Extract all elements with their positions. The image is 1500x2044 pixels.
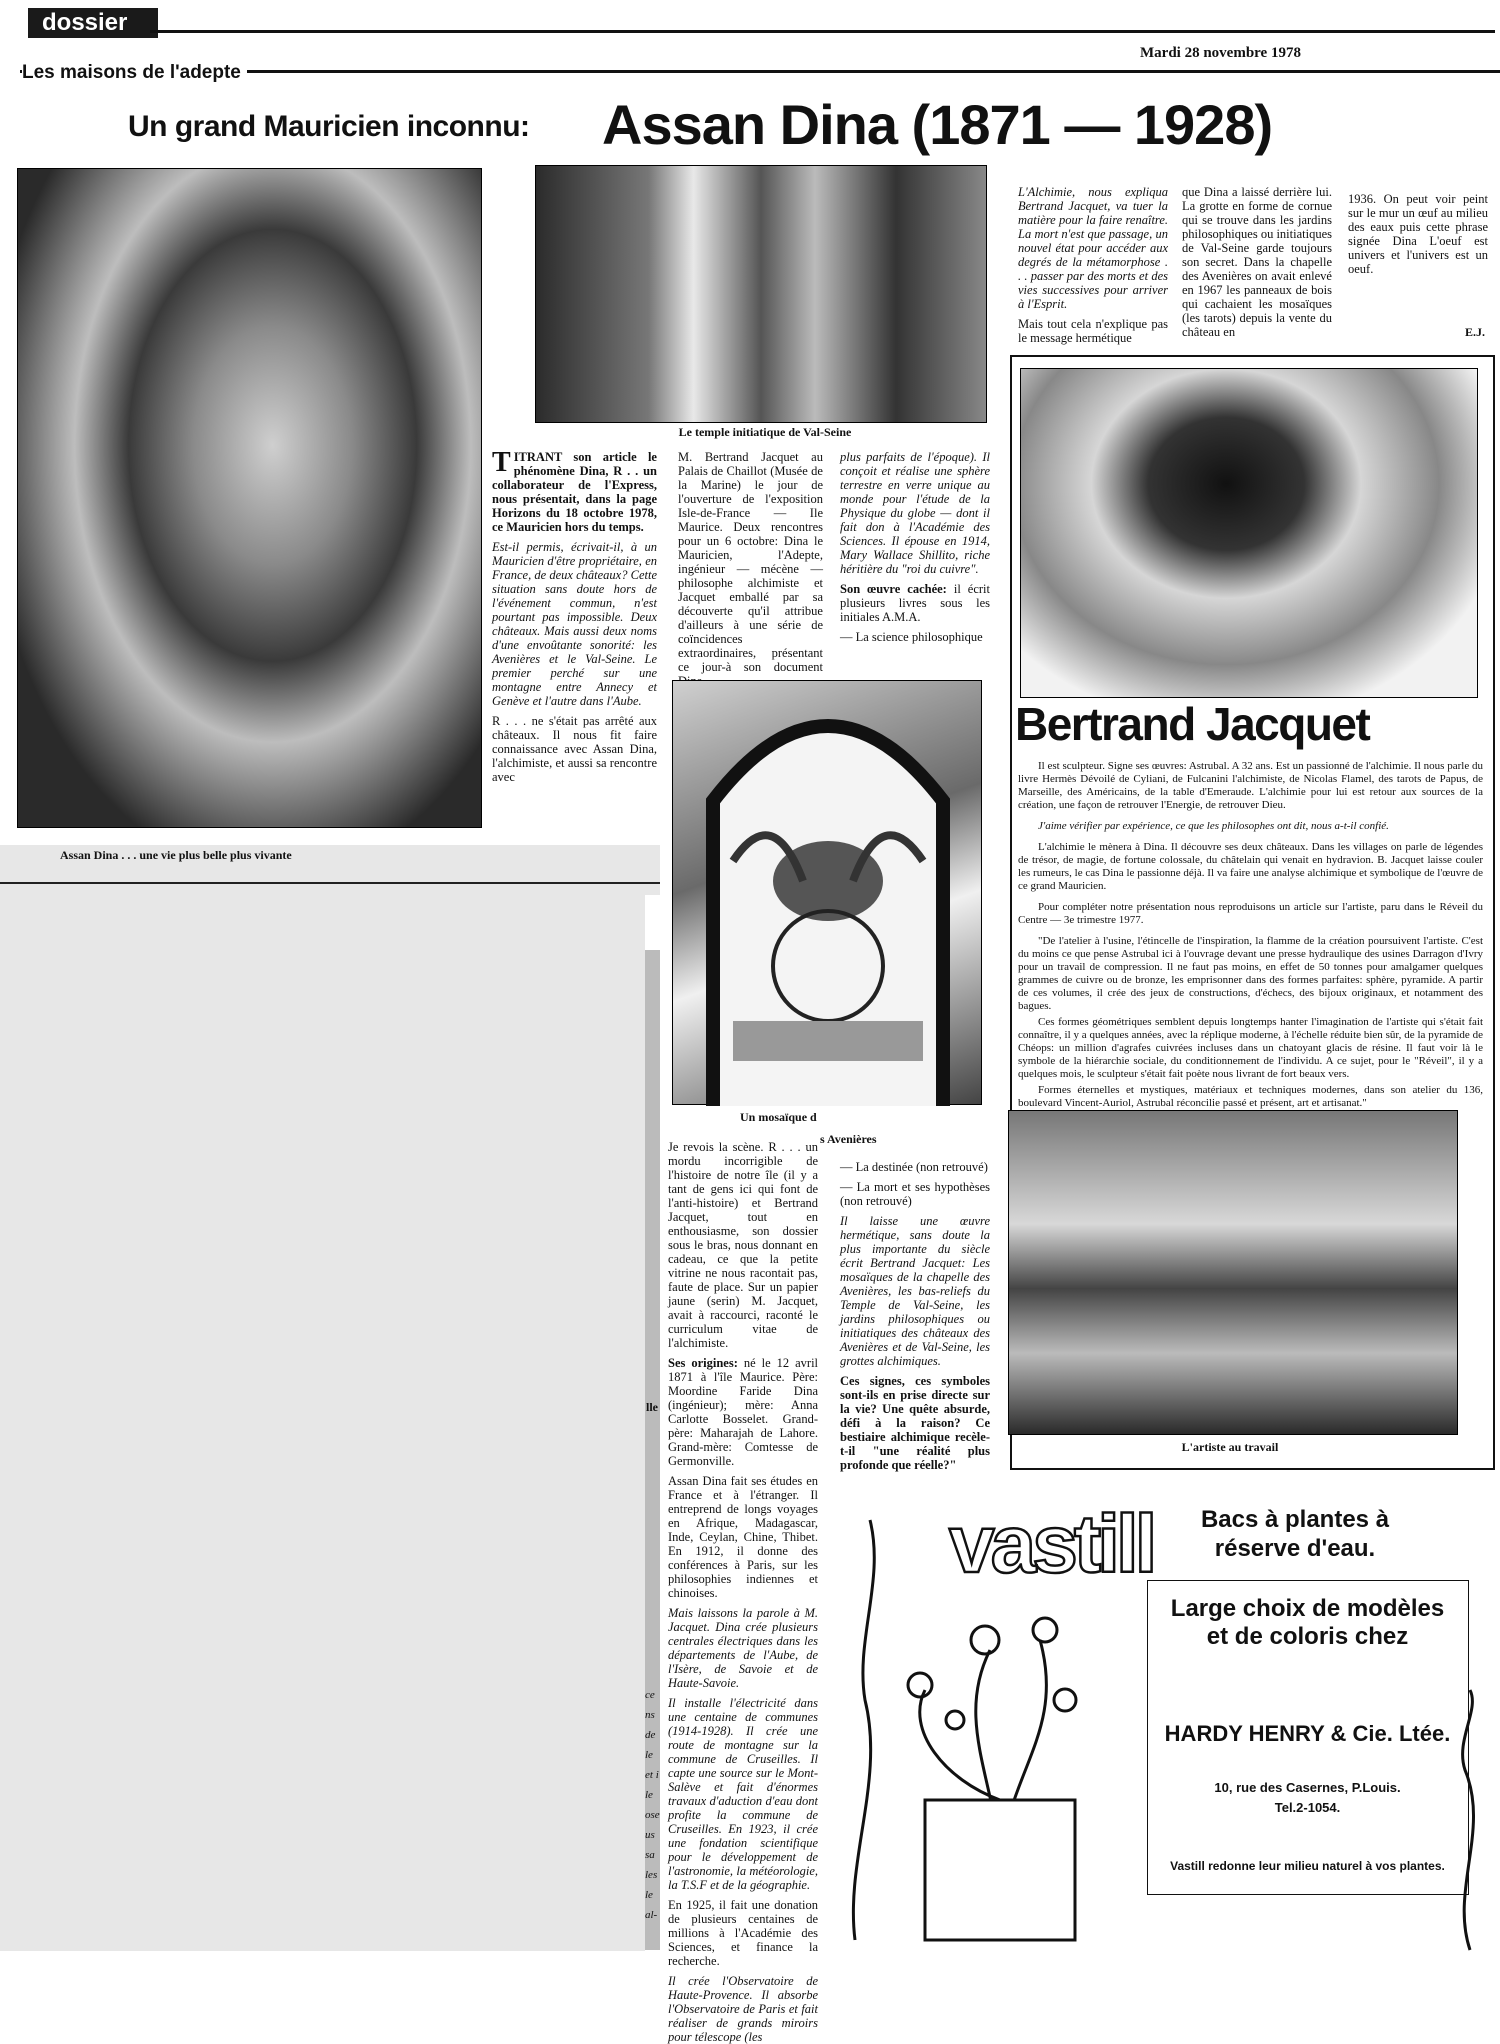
jacquet-p1: Il est sculpteur. Signe ses œuvres: Astrubal. A 32 ans. Est un passionné de l'alchimie. Il nous parle du livre Hermès Dévoilé de Cyliani, de Fulcanini l'alchimiste, de Nicolas Flamel, des tarots de Papus, de Marseille, des Américains, de la table d'Emeraude. L'alchimie pour lui est retour aux sources de la création, une façon de retrouver l'Energie, de retrouver Dieu. xyxy=(1018,760,1483,811)
ad-brand-text: vastill xyxy=(949,1499,1154,1590)
lower-right-4: Ces signes, ces symboles sont-ils en prise directe sur la vie? Une quête absurde, défi à la raison? Ce bestiaire alchimique recèle-t-il "une réalité plus profonde que réelle?" xyxy=(840,1374,990,1472)
article-col-c xyxy=(840,450,990,665)
jacquet-p4: Pour compléter notre présentation nous reproduisons un article sur l'artiste, paru dans le Réveil du Centre — 3e trimestre 1977. xyxy=(1018,901,1483,926)
origins-head: Ses origines: xyxy=(668,1356,738,1370)
temple-caption: Le temple initiatique de Val-Seine xyxy=(678,425,852,439)
signature: E.J. xyxy=(1465,325,1486,339)
mosaic-photo xyxy=(672,680,982,1105)
lower-left-6: Il crée l'Observatoire de Haute-Provence. Il absorbe l'Observatoire de Paris et fait réaliser de grands miroirs pour télescope (les xyxy=(668,1974,818,2044)
top-col-2 xyxy=(1182,185,1332,339)
article-p3: R . . . ne s'était pas arrêté aux châteaux. Il nous fit faire connaissance avec Assan Dina, l'alchimiste, et aussi sa rencontre avec xyxy=(492,714,657,784)
top-col-3-text: 1936. On peut voir peint sur le mur un œuf au milieu des eaux puis cette phrase signée Dina L'oeuf est univers et l'univers est un oeuf. xyxy=(1348,192,1488,276)
top-col-3 xyxy=(1348,192,1488,302)
lower-left-4: Il installe l'électricité dans une centaine de communes (1914-1928). Il crée une route de montagne sur la commune de Cruseilles. Il capte une source sur le Mont-Salève et fait d'énormes travaux d'aduction d'eau dont profite la commune de Cruseilles. En 1923, il crée une fondation scientifique pour le développement de l'astronomie, la météorologie, la T.S.F et de la géographie. xyxy=(668,1696,818,1892)
artist-caption: L'artiste au travail xyxy=(1181,1440,1279,1454)
portrait-photo xyxy=(17,168,482,828)
portrait-caption: Assan Dina . . . une vie plus belle plus vivante xyxy=(60,848,292,862)
article-col-c3: — La science philosophique xyxy=(840,630,983,644)
planter-box-icon xyxy=(925,1800,1075,1940)
headline-right: Assan Dina (1871 — 1928) xyxy=(602,93,1273,156)
dropcap: T xyxy=(492,447,511,478)
lower-col-right xyxy=(840,1160,990,1480)
lower-left-1: Je revois la scène. R . . . un mordu incorrigible de l'histoire de notre île (il y a tant de gens ici qui font de l'anti-histoire) et Bertrand Jacquet, tout en enthousiasme, son dossier sous le bras, nous donnant en cadeau, ce que la petite vitrine ne nous racontait pas, faute de place. Sur un papier jaune (serin) M. Jacquet, avait à raccourci, raconté le curriculum vitae de l'alchimiste. xyxy=(668,1140,818,1350)
ad-address: 10, rue des Casernes, P.Louis. xyxy=(1214,1780,1401,1795)
left-edge-fragments: ce ns de le et ile ose us sa les le al- xyxy=(645,1689,660,1921)
lower-right-1: — La destinée (non retrouvé) xyxy=(840,1160,988,1174)
header-rule xyxy=(150,30,1495,33)
jacquet-p2: J'aime vérifier par expérience, ce que les philosophes ont dit, nous a-t-il confié. xyxy=(1038,820,1389,832)
lower-right-3: Il laisse une œuvre hermétique, sans doute la plus importante du siècle écrit Bertrand Jacquet: Les mosaïques de la chapelle des Avenières, les bas-reliefs du Temple de Val-Seine, les jardins philosophiques ou initiatiques des châteaux des Avenières et de Val-Seine, les grottes alchimiques. xyxy=(840,1214,990,1368)
ad-tel: Tel.2-1054. xyxy=(1274,1800,1341,1815)
ad-line1: Large choix de modèles et de coloris chez xyxy=(1170,1595,1445,1650)
top-col-2-text: que Dina a laissé derrière lui. La grotte en forme de cornue qui se trouve dans les jardins philosophiques ou initiatiques de Val-Seine garde toujours son secret. Dans la chapelle des Avenières on avait enlevé en 1967 les panneaux de bois qui cachaient les mosaïques (les tarots) depuis la vente du château en xyxy=(1182,185,1332,339)
ad-plant-illustration xyxy=(825,1500,1145,1950)
issue-date: Mardi 28 novembre 1978 xyxy=(1140,45,1301,61)
temple-photo xyxy=(535,165,987,423)
ad-footer: Vastill redonne leur milieu naturel à vos plantes. xyxy=(1170,1859,1445,1873)
lower-left-2: Assan Dina fait ses études en France et à l'étranger. Il entreprend de longs voyages en Afrique, Madagascar, Inde, Ceylan, Chine, Thibet. En 1912, il donne des conférences à Paris, sur les philosophies indiennes et chinoises. xyxy=(668,1474,818,1600)
jacquet-p6: Ces formes géométriques semblent depuis longtemps hanter l'imagination de l'artiste qui s'était fait connaître, il y a quelques années, avec la réplique moderne, à l'échelle réduite bien sûr, de la pyramide de Chéops: un million d'agrafes cuivrées incluses dans un chatoyant glacis de résine. Il faut voir là le symbole de la hiérarchie sociale, du conditionnement de l'individu. A ce sujet, pour le "Réveil", il y a quelques mois, le sculpteur s'était fait poète nous livrant de fort beaux vers. xyxy=(1018,1016,1483,1080)
mosaic-illustration xyxy=(673,681,983,1106)
lower-left-3: Mais laissons la parole à M. Jacquet. Dina crée plusieurs centrales électriques dans les départements de l'Aube, de l'Isère, de Savoie et de Haute-Savoie. xyxy=(668,1606,818,1690)
mosaic-caption-right: s Avenières xyxy=(820,1132,877,1146)
blank-area-lower-left xyxy=(0,888,645,1951)
section-tab xyxy=(28,8,158,38)
article-col-b xyxy=(678,450,823,674)
top-col-1 xyxy=(1018,185,1168,345)
lower-left-5: En 1925, il fait une donation de plusieurs centaines de millions à l'Académie des Sciences, et finance la recherche. xyxy=(668,1898,818,1968)
section-label: dossier xyxy=(42,9,128,36)
top-col-1-text: L'Alchimie, nous expliqua Bertrand Jacquet, va tuer la matière pour la faire renaître. La mort n'est que passage, un nouvel état pour accéder aux degrés de la métamorphose . . . passer par des morts et des vies successives pour arriver à l'Esprit. xyxy=(1018,185,1168,311)
article-p2: Est-il permis, écrivait-il, à un Mauricien d'être propriétaire, en France, de deux châteaux? Cette situation sans doute hors de l'événement commun, n'est pourtant pas impossible. Deux châteaux. Mais aussi deux noms d'une envoûtante sonorité: les Avenières et le Val-Seine. Le premier perché sur une montagne entre Annecy et Genève et l'autre dans l'Aube. xyxy=(492,540,657,708)
article-intro: ITRANT son article le phénomène Dina, R . . un collaborateur de l'Express, nous présentait, dans la page Horizons du 18 octobre 1978, ce Mauricien hors du temps. xyxy=(492,450,657,534)
ad-company: HARDY HENRY & Cie. Ltée. xyxy=(1164,1721,1451,1746)
portrait-border xyxy=(0,882,660,884)
jacquet-text xyxy=(1018,760,1483,1110)
ad-tagline: Bacs à plantes à réserve d'eau. xyxy=(1200,1506,1390,1562)
jacquet-title: Bertrand Jacquet xyxy=(1015,698,1370,750)
ad-vine-right xyxy=(1440,1690,1500,1950)
top-col-1b-text: Mais tout cela n'explique pas le message hermétique xyxy=(1018,317,1168,345)
article-col-a xyxy=(492,447,657,875)
jacquet-p7: Formes éternelles et mystiques, matériaux et techniques modernes, dans son atelier du 136, boulevard Vincent-Auriol, Astrubal réconcilie passé et présent, art et artisanat." xyxy=(1018,1084,1483,1109)
origins-text: né le 12 avril 1871 à l'île Maurice. Père: Moordine Faride Dina (ingénieur); mère: Anna Carlotte Bosselet. Grand-père: Maharajah de Lahore. Grand-mère: Comtesse de Germonville. xyxy=(668,1356,819,1468)
mosaic-caption-left: Un mosaïque d xyxy=(740,1110,817,1124)
vine-left-icon xyxy=(853,1520,874,1940)
lower-right-2: — La mort et ses hypothèses (non retrouvé) xyxy=(840,1180,990,1208)
artist-photo xyxy=(1008,1110,1458,1435)
article-col-c1: plus parfaits de l'époque). Il conçoit et réalise une sphère terrestre en verre unique au monde pour l'étude de la Physique du globe — dont il fait don à l'Académie des Sciences. Il épouse en 1914, Mary Wallace Shillito, riche héritière du "roi du cuivre". xyxy=(840,450,990,576)
article-col-b-text: M. Bertrand Jacquet au Palais de Chaillot (Musée de la Marine) le jour de l'ouverture de l'exposition Isle-de-France — Ile Maurice. Deux rencontres pour un 6 octobre: Dina le Mauricien, l'Adepte, ingénieur — mécène — philosophe alchimiste et Jacquet emballé par sa découverte qu'il attribue d'ailleurs à une série de coïncidences extraordinaires, présentant ce jour-à son document xyxy=(678,450,823,674)
article-col-c-head: Son œuvre cachée: xyxy=(840,582,947,596)
article-col-c2: il écrit plusieurs livres sous les initiales A.M.A. xyxy=(840,582,991,624)
edge-fragment-lle: lle xyxy=(646,1400,658,1414)
jacquet-p5: "De l'atelier à l'usine, l'étincelle de l'inspiration, la flamme de la création poursuivent l'artiste. C'est du moins ce que pense Astrubal ici à l'ouvrage devant une presse hydraulique des usines Darragon d'Ivry pour un travail de compression. Il ne faut pas moins, en effet de 50 tonnes pour amalgamer quelques grammes de cuivre ou de bronze, les emprisonner dans des formes parfaites: sphère, pyramide. A partir de ces volumes, il crée des jeux de constructions, d'échecs, des bijoux originaux, et notamment des bagues. xyxy=(1018,935,1483,1012)
headline-left: Un grand Mauricien inconnu: xyxy=(128,110,530,143)
kicker: Les maisons de l'adepte xyxy=(22,62,247,84)
lower-col-left xyxy=(668,1140,819,2044)
jacquet-photo xyxy=(1020,368,1478,698)
jacquet-p3: L'alchimie le mènera à Dina. Il découvre ses deux châteaux. Dans les villages on parle de légendes de trésor, de magie, de fortune colossale, du châtelain qui venait en hydravion. B. Jacquet laisse couler les rumeurs, le cas Dina le passionne déjà. Il va faire une analyse alchimique et symbolique de l'œuvre de ce grand Mauricien. xyxy=(1018,841,1483,892)
